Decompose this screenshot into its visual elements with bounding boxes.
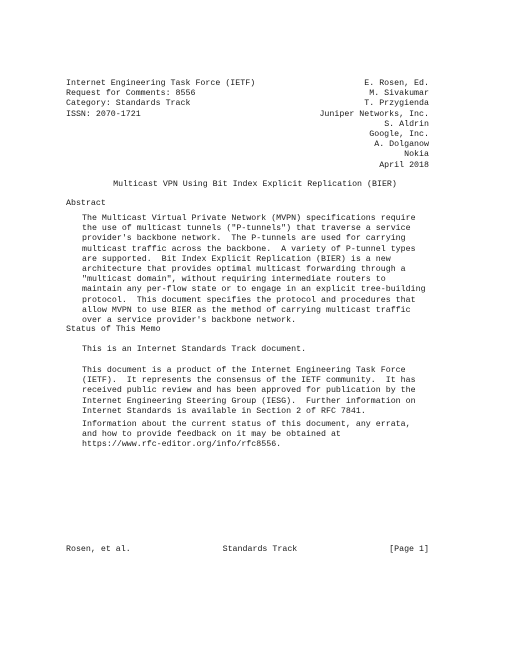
status-paragraph: [82, 345, 442, 355]
header-right-line: Nokia: [404, 150, 429, 160]
header-row: [66, 99, 429, 109]
abstract-heading: Abstract: [66, 199, 106, 208]
header-right-line: A. Dolganow: [374, 140, 429, 150]
header-right-line: Google, Inc.: [369, 129, 429, 139]
paragraph-line: maintain any per-flow state or to engage in an explicit tree-building: [82, 285, 426, 295]
header-right-line: April 2018: [379, 160, 429, 170]
paragraph-line: allow MVPN to use BIER as the method of carrying multicast traffic: [82, 305, 411, 315]
footer-authors: Rosen, et al.: [66, 545, 131, 554]
paragraph-line: (IETF). It represents the consensus of the IETF community. It has: [82, 376, 416, 386]
paragraph-line: This is an Internet Standards Track document.: [82, 345, 307, 354]
header-left-line: Category: Standards Track: [66, 99, 191, 109]
abstract-paragraph: [82, 214, 442, 326]
header-left-line: ISSN: 2070-1721: [66, 109, 141, 119]
header-right-line: M. Sivakumar: [369, 89, 429, 99]
paragraph-line: The Multicast Virtual Private Network (MVPN) specifications require: [82, 214, 416, 223]
status-heading: Status of This Memo: [66, 325, 161, 334]
paragraph-line: Internet Standards is available in Section 2 of RFC 7841.: [82, 406, 366, 416]
paragraph-line: are supported. Bit Index Explicit Replication (BIER) is a new: [82, 254, 391, 264]
header-row: [66, 150, 429, 160]
header-row: [66, 161, 429, 171]
paragraph-line: multicast traffic across the backbone. A variety of P-tunnel types: [82, 244, 416, 254]
page-footer: [66, 545, 429, 555]
paragraph-line: received public review and has been approved for publication by the: [82, 386, 416, 396]
paragraph-line: the use of multicast tunnels ("P-tunnels") that traverse a service: [82, 224, 411, 234]
paragraph-line: Information about the current status of this document, any errata,: [82, 420, 411, 429]
header-row: [66, 79, 429, 89]
status-paragraph: [82, 420, 442, 451]
header-row: [66, 89, 429, 99]
paragraph-line: over a service provider's backbone network.: [82, 315, 297, 325]
paragraph-line: and how to provide feedback on it may be obtained at: [82, 430, 341, 440]
paragraph-line: architecture that provides optimal multicast forwarding through a: [82, 264, 406, 274]
header-right-line: T. Przygienda: [364, 99, 429, 109]
header-right-line: E. Rosen, Ed.: [364, 79, 429, 88]
document-header: [66, 79, 429, 171]
paragraph-line: https://www.rfc-editor.org/info/rfc8556.: [82, 440, 282, 450]
header-left-line: Internet Engineering Task Force (IETF): [66, 79, 256, 88]
header-row: [66, 130, 429, 140]
header-row: [66, 120, 429, 130]
document-title: Multicast VPN Using Bit Index Explicit Replication (BIER): [113, 180, 397, 189]
header-row: [66, 110, 429, 120]
header-left-line: Request for Comments: 8556: [66, 89, 196, 99]
header-row: [66, 140, 429, 150]
paragraph-line: protocol. This document specifies the protocol and procedures that: [82, 295, 416, 305]
footer-page-number: [Page 1]: [389, 545, 429, 554]
status-paragraph: [82, 366, 442, 417]
paragraph-line: Internet Engineering Steering Group (IESG). Further information on: [82, 396, 416, 406]
footer-category: Standards Track: [222, 545, 298, 554]
header-right-line: S. Aldrin: [384, 119, 429, 129]
paragraph-line: "multicast domain", without requiring intermediate routers to: [82, 275, 386, 285]
paragraph-line: provider's backbone network. The P-tunnels are used for carrying: [82, 234, 406, 244]
paragraph-line: This document is a product of the Internet Engineering Task Force: [82, 366, 406, 375]
header-right-line: Juniper Networks, Inc.: [319, 109, 429, 119]
